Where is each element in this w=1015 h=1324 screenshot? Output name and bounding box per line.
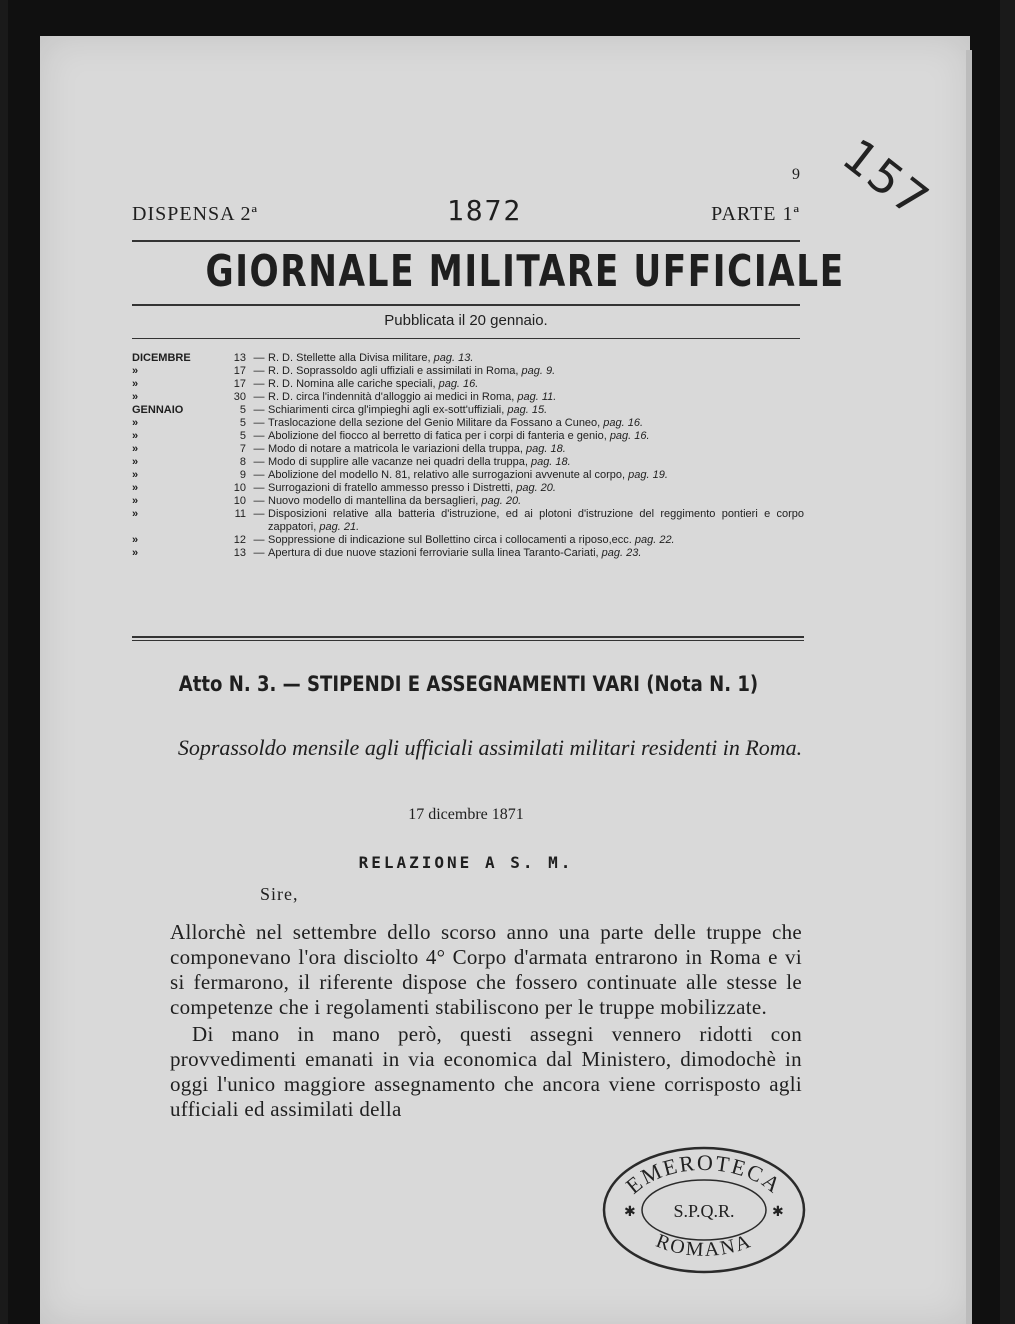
stamp-top-text: EMEROTECA bbox=[620, 1149, 787, 1199]
toc-entry bbox=[132, 547, 804, 560]
toc-day: 10 bbox=[233, 495, 246, 507]
toc-month: » bbox=[132, 443, 139, 455]
toc-text bbox=[268, 534, 804, 547]
toc-day: 7 bbox=[239, 443, 246, 455]
toc-text bbox=[268, 508, 804, 534]
library-stamp bbox=[600, 1144, 808, 1276]
toc-month: » bbox=[132, 378, 139, 390]
toc-dash: — bbox=[253, 547, 265, 559]
toc-dash: — bbox=[253, 443, 265, 455]
toc-text bbox=[268, 404, 804, 417]
paragraph: Allorchè nel settembre dello scorso anno una parte delle truppe che componevano l'ora disciolto 4° Corpo d'armata entrarono in Roma e vi si fermarono, il riferente dispose che fossero continuate alle stesse le competenze che i regolamenti stabiliscono per le truppe mobilizzate. bbox=[170, 920, 802, 1019]
divider bbox=[132, 338, 800, 339]
handwritten-number: 157 bbox=[832, 128, 940, 229]
toc-month: » bbox=[132, 365, 139, 377]
toc-dash: — bbox=[253, 456, 265, 468]
toc-title: Surrogazioni di fratello ammesso presso i Distretti, bbox=[268, 482, 517, 494]
toc-text bbox=[268, 352, 804, 365]
toc-page: pag. 16. bbox=[438, 378, 479, 390]
toc-text bbox=[268, 430, 804, 443]
toc-title: Disposizioni relative alla batteria d'istruzione, ed ai plotoni d'istruzione del reggimento pontieri e corpo zappatori, bbox=[268, 508, 804, 533]
toc-text bbox=[268, 469, 804, 482]
toc-month: » bbox=[132, 547, 139, 559]
toc-entry bbox=[132, 495, 804, 508]
page-edge bbox=[966, 50, 972, 1324]
toc-title: R. D. Nomina alle cariche speciali, bbox=[268, 378, 439, 390]
toc-month: » bbox=[132, 495, 139, 507]
toc-text bbox=[268, 482, 804, 495]
toc-month: » bbox=[132, 508, 139, 520]
toc-entry bbox=[132, 534, 804, 547]
toc-day: 11 bbox=[234, 508, 246, 520]
stamp-bottom-text: ROMANA bbox=[653, 1229, 755, 1262]
toc-month: DICEMBRE bbox=[132, 352, 191, 364]
toc-month: » bbox=[132, 456, 139, 468]
toc-page: pag. 16. bbox=[609, 430, 650, 442]
toc-title: R. D. circa l'indennità d'alloggio ai medici in Roma, bbox=[268, 391, 518, 403]
toc-day: 17 bbox=[233, 378, 246, 390]
toc-dash: — bbox=[253, 365, 265, 377]
toc-entry bbox=[132, 378, 804, 391]
toc-title: Nuovo modello di mantellina da bersaglieri, bbox=[268, 495, 482, 507]
toc-text bbox=[268, 495, 804, 508]
toc-month: GENNAIO bbox=[132, 404, 184, 416]
toc-title: Abolizione del modello N. 81, relativo alle surrogazioni avvenute al corpo, bbox=[268, 469, 629, 481]
toc-month: » bbox=[132, 391, 139, 403]
toc-dash: — bbox=[253, 534, 265, 546]
page-title: GIORNALE MILITARE UFFICIALE bbox=[205, 246, 845, 297]
toc-text bbox=[268, 365, 804, 378]
toc-dash: — bbox=[253, 404, 265, 416]
act-date: 17 dicembre 1871 bbox=[408, 806, 524, 823]
toc-title: Abolizione del fiocco al berretto di fatica per i corpi di fanteria e genio, bbox=[268, 430, 610, 442]
toc-day: 5 bbox=[239, 430, 246, 442]
toc-day: 12 bbox=[233, 534, 246, 546]
toc-dash: — bbox=[253, 430, 265, 442]
toc-month: » bbox=[132, 417, 139, 429]
toc-day: 17 bbox=[233, 365, 246, 377]
toc-entry bbox=[132, 469, 804, 482]
toc-title: R. D. Soprassoldo agli uffiziali e assimilati in Roma, bbox=[268, 365, 522, 377]
publication-date: Pubblicata il 20 gennaio. bbox=[384, 312, 548, 329]
toc-text bbox=[268, 391, 804, 404]
star-icon: ✱ bbox=[624, 1205, 636, 1220]
toc-dash: — bbox=[253, 469, 265, 481]
toc-entry bbox=[132, 430, 804, 443]
toc-dash: — bbox=[253, 352, 265, 364]
act-heading: Atto N. 3. — STIPENDI E ASSEGNAMENTI VARI (Nota N. 1) bbox=[178, 672, 759, 696]
divider bbox=[132, 640, 804, 641]
toc-page: pag. 20. bbox=[516, 482, 556, 494]
toc-title: Modo di notare a matricola le variazioni della truppa, bbox=[268, 443, 527, 455]
toc-day: 13 bbox=[233, 547, 246, 559]
toc-month: » bbox=[132, 430, 139, 442]
toc-day: 30 bbox=[233, 391, 246, 403]
toc-day: 5 bbox=[239, 417, 246, 429]
toc-title: Schiarimenti circa gl'impieghi agli ex-sott'uffiziali, bbox=[268, 404, 508, 416]
act-subject: Soprassoldo mensile agli ufficiali assimilati militari residenti in Roma. bbox=[177, 735, 803, 760]
toc-dash: — bbox=[253, 482, 265, 494]
toc-dash: — bbox=[253, 391, 265, 403]
toc-entry bbox=[132, 508, 804, 534]
toc-month: » bbox=[132, 534, 139, 546]
toc-entry bbox=[132, 417, 804, 430]
toc-title: Apertura di due nuove stazioni ferroviarie sulla linea Taranto-Cariati, bbox=[268, 547, 602, 559]
toc-page: pag. 22. bbox=[634, 534, 675, 546]
toc-dash: — bbox=[253, 378, 265, 390]
toc-text bbox=[268, 443, 804, 456]
report-heading: RELAZIONE A S. M. bbox=[358, 853, 574, 872]
salutation: Sire, bbox=[260, 884, 299, 904]
toc-day: 9 bbox=[239, 469, 246, 481]
toc-dash: — bbox=[253, 508, 265, 520]
issue-header bbox=[132, 194, 800, 227]
toc-title: R. D. Stellette alla Divisa militare, bbox=[268, 352, 434, 364]
toc-entry bbox=[132, 482, 804, 495]
toc-day: 13 bbox=[233, 352, 246, 364]
toc-text bbox=[268, 456, 804, 469]
toc-entry bbox=[132, 404, 804, 417]
toc-entry bbox=[132, 352, 804, 365]
toc-title: Modo di supplire alle vacanze nei quadri della truppa, bbox=[268, 456, 531, 468]
toc-title: Traslocazione della sezione del Genio Militare da Fossano a Cuneo, bbox=[268, 417, 604, 429]
page-number: 9 bbox=[792, 166, 800, 183]
toc-page: pag. 13. bbox=[433, 352, 474, 364]
toc-page: pag. 21. bbox=[319, 521, 360, 533]
stamp-middle-text: S.P.Q.R. bbox=[673, 1201, 735, 1221]
toc-page: pag. 20. bbox=[481, 495, 522, 507]
report-body bbox=[170, 920, 802, 1122]
toc-dash: — bbox=[253, 417, 265, 429]
toc-page: pag. 19. bbox=[628, 469, 668, 481]
toc-entry bbox=[132, 456, 804, 469]
toc-page: pag. 16. bbox=[603, 417, 644, 429]
toc-day: 5 bbox=[239, 404, 246, 416]
toc-entry bbox=[132, 443, 804, 456]
toc-page: pag. 23. bbox=[601, 547, 642, 559]
toc-day: 10 bbox=[233, 482, 246, 494]
toc-page: pag. 9. bbox=[521, 365, 556, 377]
toc-page: pag. 15. bbox=[507, 404, 548, 416]
paragraph: Di mano in mano però, questi assegni vennero ridotti con provvedimenti emanati in via economica dal Ministero, dimodochè in oggi l'unico maggiore assegnamento che ancora viene corrisposto agli ufficiali ed assimilati della bbox=[170, 1022, 802, 1121]
year-label: 1872 bbox=[446, 194, 523, 227]
divider bbox=[132, 304, 800, 306]
divider bbox=[132, 240, 800, 242]
divider bbox=[132, 636, 804, 638]
toc-page: pag. 18. bbox=[530, 456, 571, 468]
star-icon: ✱ bbox=[772, 1205, 784, 1220]
toc-month: » bbox=[132, 469, 139, 481]
toc-text bbox=[268, 378, 804, 391]
toc-title: Soppressione di indicazione sul Bollettino circa i collocamenti a riposo,ecc. bbox=[268, 534, 635, 546]
parte-label: PARTE 1ª bbox=[711, 203, 800, 225]
svg-text:ROMANA bbox=[653, 1230, 755, 1261]
toc-entry bbox=[132, 391, 804, 404]
toc-page: pag. 11. bbox=[517, 391, 557, 403]
document-page bbox=[40, 36, 970, 1324]
toc-month: » bbox=[132, 482, 139, 494]
toc-entry bbox=[132, 365, 804, 378]
svg-text:EMEROTECA bbox=[621, 1150, 787, 1199]
toc-text bbox=[268, 417, 804, 430]
dispensa-label: DISPENSA 2ª bbox=[132, 203, 258, 225]
table-of-contents bbox=[132, 352, 804, 560]
toc-page: pag. 18. bbox=[526, 443, 566, 455]
toc-text bbox=[268, 547, 804, 560]
toc-dash: — bbox=[253, 495, 265, 507]
toc-day: 8 bbox=[239, 456, 246, 468]
